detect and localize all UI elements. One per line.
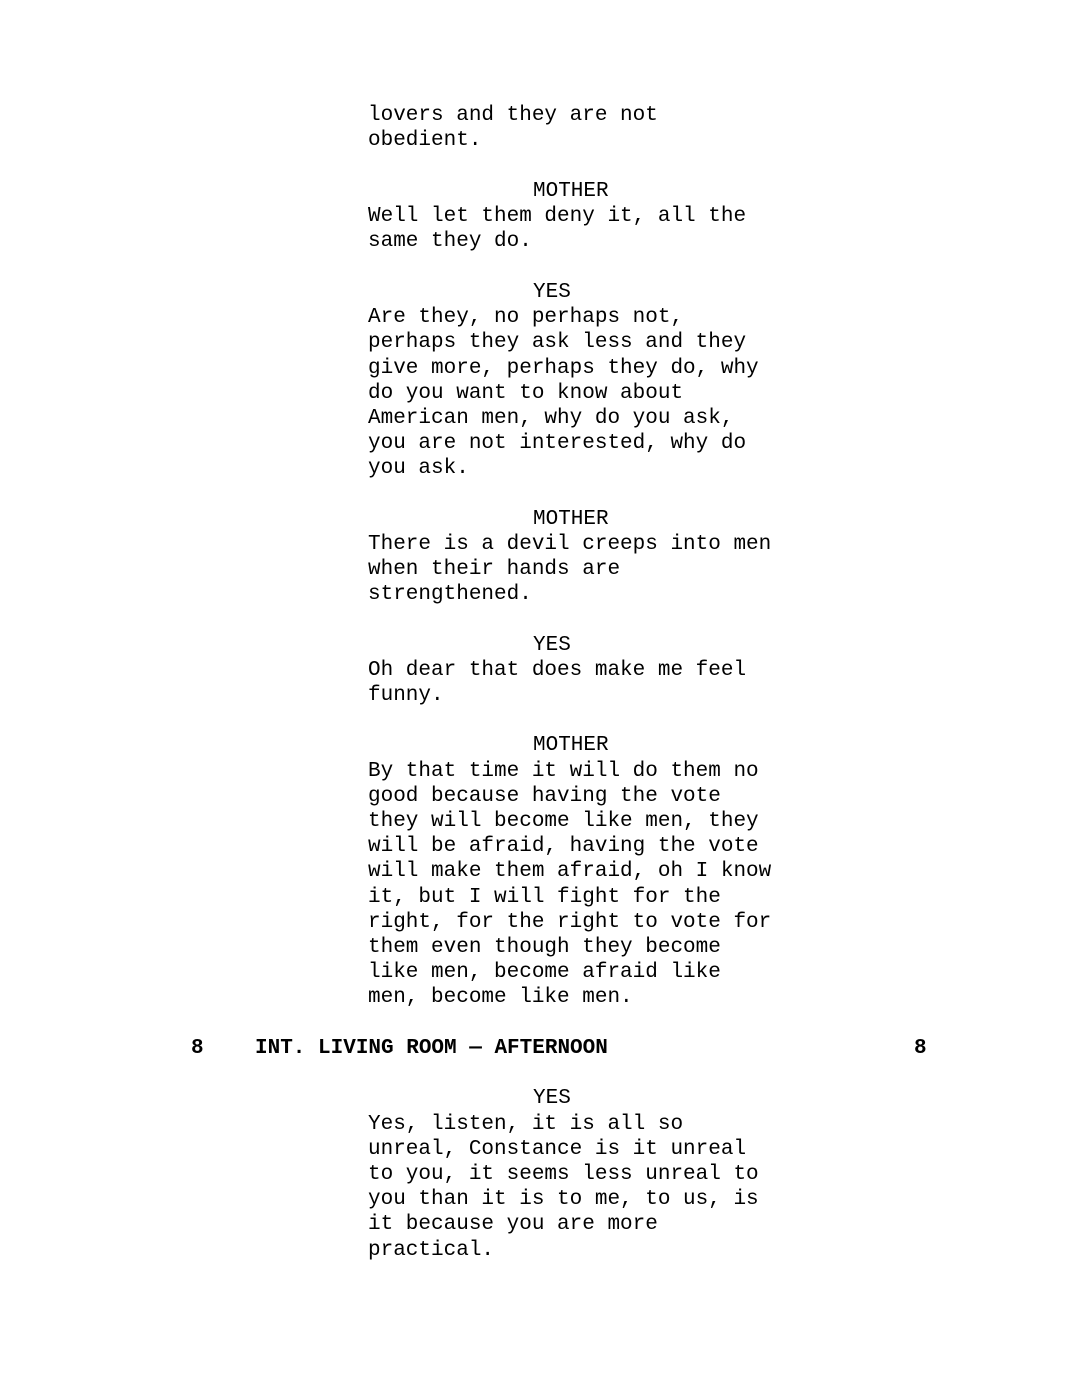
scene-heading: INT. LIVING ROOM — AFTERNOON (255, 1037, 608, 1060)
dialogue-line: you ask. (368, 457, 469, 480)
dialogue-line: give more, perhaps they do, why (368, 357, 759, 380)
dialogue-line: American men, why do you ask, (368, 407, 734, 430)
dialogue-line: you than it is to me, to us, is (368, 1188, 759, 1211)
dialogue-line: lovers and they are not (368, 104, 658, 127)
character-name: MOTHER (533, 180, 609, 203)
scene-number-left: 8 (191, 1037, 204, 1060)
dialogue-line: strengthened. (368, 583, 532, 606)
dialogue-line: you are not interested, why do (368, 432, 747, 455)
character-name: YES (533, 1087, 571, 1110)
scene-number-right: 8 (914, 1037, 927, 1060)
dialogue-line: Are they, no perhaps not, (368, 306, 684, 329)
dialogue-line: they will become like men, they (368, 810, 759, 833)
dialogue-line: Yes, listen, it is all so (368, 1113, 684, 1136)
dialogue-line: Well let them deny it, all the (368, 205, 747, 228)
character-name: MOTHER (533, 734, 609, 757)
dialogue-line: obedient. (368, 129, 482, 152)
dialogue-line: There is a devil creeps into men (368, 533, 772, 556)
dialogue-line: unreal, Constance is it unreal (368, 1138, 747, 1161)
dialogue-line: right, for the right to vote for (368, 911, 772, 934)
character-name: YES (533, 634, 571, 657)
dialogue-line: good because having the vote (368, 785, 721, 808)
dialogue-line: like men, become afraid like (368, 961, 721, 984)
dialogue-line: same they do. (368, 230, 532, 253)
dialogue-line: it because you are more (368, 1213, 658, 1236)
dialogue-line: to you, it seems less unreal to (368, 1163, 759, 1186)
dialogue-line: do you want to know about (368, 382, 684, 405)
dialogue-line: funny. (368, 684, 444, 707)
dialogue-line: when their hands are (368, 558, 621, 581)
dialogue-line: will make them afraid, oh I know (368, 860, 772, 883)
dialogue-line: By that time it will do them no (368, 760, 759, 783)
dialogue-line: it, but I will fight for the (368, 886, 721, 909)
dialogue-line: perhaps they ask less and they (368, 331, 747, 354)
dialogue-line: men, become like men. (368, 986, 633, 1009)
character-name: YES (533, 281, 571, 304)
dialogue-line: Oh dear that does make me feel (368, 659, 747, 682)
dialogue-line: them even though they become (368, 936, 721, 959)
dialogue-line: will be afraid, having the vote (368, 835, 759, 858)
dialogue-line: practical. (368, 1239, 495, 1262)
character-name: MOTHER (533, 508, 609, 531)
